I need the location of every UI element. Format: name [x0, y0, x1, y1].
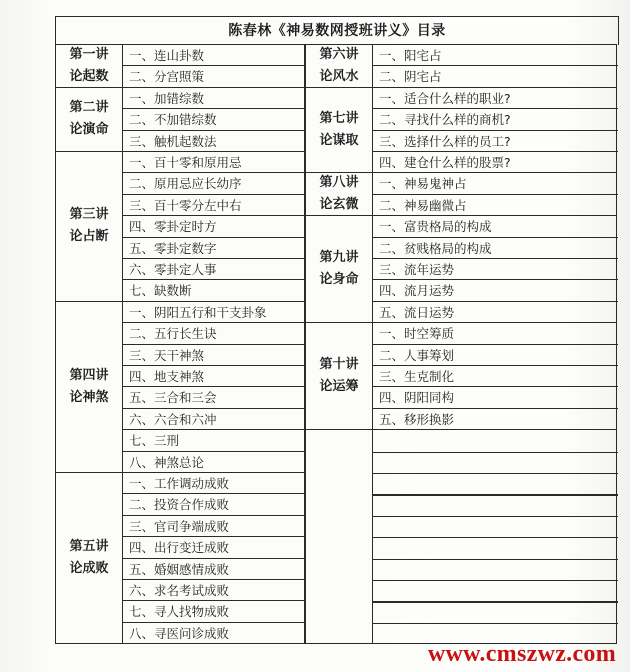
- lecture-label: [56, 473, 123, 643]
- toc-item: 三、触机起数法: [129, 133, 217, 149]
- lecture-number: 第九讲: [319, 250, 359, 266]
- toc-item: 五、零卦定数字: [123, 238, 306, 259]
- toc-item: 三、百十零分左中右: [123, 195, 306, 216]
- toc-item: 四、地支神煞: [123, 366, 306, 387]
- toc-item: 四、阴阳同构: [373, 387, 618, 408]
- lecture-number: 第八讲: [319, 175, 359, 191]
- row-line: [373, 452, 618, 453]
- document-title: 陈春林《神易数网授班讲义》目录: [55, 16, 619, 45]
- toc-item: 一、百十零和原用忌: [123, 152, 306, 173]
- right_groups-group: [305, 44, 617, 88]
- toc-item: 二、阴宅占: [379, 69, 442, 85]
- toc-item: 二、神易幽微占: [379, 197, 467, 213]
- toc-item: 七、三刑: [123, 430, 306, 451]
- toc-item: 四、出行变迁成败: [123, 537, 306, 558]
- lecture-label: [56, 88, 123, 151]
- lecture-topic: 论玄微: [319, 197, 359, 213]
- toc-item: 一、阳宅占: [373, 45, 618, 66]
- lecture-number: 第三讲: [69, 207, 109, 223]
- left_groups-group: [55, 87, 305, 152]
- lecture-label: [56, 152, 123, 301]
- toc-item: 一、阴阳五行和干支卦象: [123, 302, 306, 323]
- row-line: [373, 516, 618, 517]
- left_groups-group: [55, 301, 305, 473]
- row-line: [373, 537, 618, 538]
- lecture-label: [306, 216, 373, 322]
- toc-item: 一、富贵格局的构成: [373, 216, 618, 237]
- lecture-topic: 论风水: [319, 68, 359, 84]
- toc-item: 四、建仓什么样的股票?: [379, 154, 511, 170]
- lecture-label: [306, 88, 373, 173]
- lecture-number: 第四讲: [69, 367, 109, 383]
- lecture-topic: 论运筹: [319, 379, 359, 395]
- right_groups-group: [305, 87, 617, 174]
- lecture-number: 第十讲: [319, 357, 359, 373]
- toc-item: 二、贫贱格局的构成: [373, 238, 618, 259]
- site-watermark: www.cmszwz.com: [427, 641, 616, 667]
- toc-item: 五、流日运势: [379, 304, 455, 320]
- toc-item: 二、投资合作成败: [123, 494, 306, 515]
- toc-item: 六、零卦定人事: [123, 259, 306, 280]
- right_groups-group: [305, 172, 617, 216]
- lecture-number: 第二讲: [69, 100, 109, 116]
- row-line: [373, 473, 618, 474]
- toc-item: 七、寻人找物成败: [123, 601, 306, 622]
- empty-rows: [305, 429, 617, 644]
- toc-item: 五、移形换影: [379, 411, 455, 427]
- row-line: [373, 623, 618, 624]
- lecture-number: 第六讲: [319, 46, 359, 62]
- lecture-label: [56, 302, 123, 472]
- toc-item: 一、适合什么样的职业?: [373, 88, 618, 109]
- lecture-label: [306, 173, 373, 215]
- toc-item: 三、流年运势: [373, 259, 618, 280]
- right_groups-group: [305, 322, 617, 430]
- toc-item: 八、寻医问诊成败: [129, 625, 230, 641]
- toc-item: 三、选择什么样的员工?: [373, 131, 618, 152]
- row-line: [373, 601, 618, 602]
- lecture-number: 第五讲: [69, 539, 109, 555]
- toc-item: 四、零卦定时方: [123, 216, 306, 237]
- toc-item: 一、神易鬼神占: [373, 173, 618, 194]
- lecture-label: [306, 45, 373, 87]
- toc-item: 七、缺数断: [129, 283, 192, 299]
- lecture-label: [306, 323, 373, 429]
- lecture-topic: 论起数: [69, 68, 109, 84]
- lecture-label: [56, 45, 123, 87]
- toc-item: 一、工作调动成败: [123, 473, 306, 494]
- lecture-topic: 论神煞: [69, 389, 109, 405]
- toc-item: 六、求名考试成败: [123, 580, 306, 601]
- toc-item: 三、官司争端成败: [123, 516, 306, 537]
- lecture-topic: 论演命: [69, 122, 109, 138]
- row-line: [373, 559, 618, 560]
- toc-item: 二、不加错综数: [123, 109, 306, 130]
- toc-item: 二、分宫照策: [129, 69, 205, 85]
- row-line: [373, 580, 618, 581]
- lecture-topic: 论谋取: [319, 133, 359, 149]
- toc-item: 二、原用忌应长幼序: [123, 173, 306, 194]
- left_groups-group: [55, 472, 305, 644]
- lecture-topic: 论占断: [69, 229, 109, 245]
- toc-item: 一、时空筹质: [373, 323, 618, 344]
- toc-item: 四、流月运势: [373, 280, 618, 301]
- left_groups-group: [55, 44, 305, 88]
- toc-item: 一、连山卦数: [123, 45, 306, 66]
- toc-item: 三、天干神煞: [123, 345, 306, 366]
- toc-item: 八、神煞总论: [129, 454, 205, 470]
- toc-item: 二、人事筹划: [373, 345, 618, 366]
- toc-item: 五、三合和三会: [123, 387, 306, 408]
- row-line: [373, 494, 618, 495]
- left_groups-group: [55, 151, 305, 302]
- lecture-number: 第一讲: [69, 46, 109, 62]
- lecture-number: 第七讲: [319, 111, 359, 127]
- lecture-topic: 论身命: [319, 272, 359, 288]
- toc-item: 一、加错综数: [123, 88, 306, 109]
- toc-item: 三、生克制化: [373, 366, 618, 387]
- toc-item: 二、五行长生诀: [123, 323, 306, 344]
- toc-item: 二、寻找什么样的商机?: [373, 109, 618, 130]
- toc-item: 五、婚姻感情成败: [123, 559, 306, 580]
- toc-item: 六、六合和六冲: [123, 409, 306, 430]
- lecture-topic: 论成败: [69, 561, 109, 577]
- right_groups-group: [305, 215, 617, 323]
